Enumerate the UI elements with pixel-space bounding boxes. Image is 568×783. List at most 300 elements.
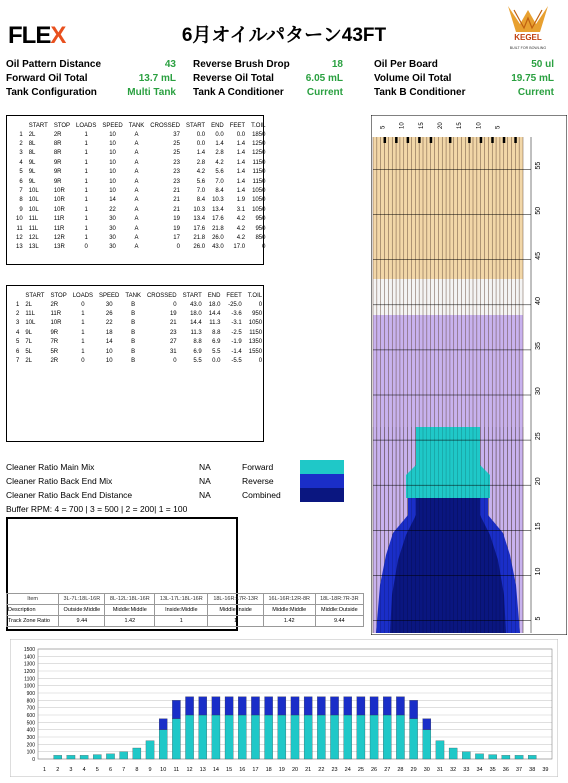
- zone-description-cell: Middle:Middle: [105, 605, 155, 616]
- bar-reverse: [251, 697, 259, 715]
- reverse-cell: 1: [16, 301, 20, 308]
- forward-row: [13, 243, 268, 252]
- reverse-cell: 10: [105, 348, 113, 355]
- forward-cell: 10: [109, 178, 116, 185]
- forward-cell: 21: [173, 188, 180, 195]
- zone-ratio-cell: 1: [155, 616, 208, 627]
- reverse-cell: 8.8: [193, 339, 202, 346]
- reverse-cell: -3.1: [231, 320, 242, 327]
- reverse-cell: 1: [81, 339, 85, 346]
- forward-cell: 8R: [53, 150, 62, 157]
- forward-cell: 12: [16, 234, 23, 241]
- forward-cell: 23: [173, 178, 180, 185]
- x-tick-label: 9: [148, 767, 152, 773]
- bar-forward: [54, 755, 62, 759]
- forward-cell: 10: [109, 141, 116, 148]
- forward-cell: 1: [84, 234, 88, 241]
- reverse-cell: 9L: [25, 329, 33, 336]
- y-tick-label: 600: [26, 713, 35, 719]
- reverse-cell: 0.0: [212, 358, 221, 365]
- reverse-cell: 21: [169, 320, 177, 327]
- reverse-row: [13, 338, 265, 347]
- reverse-oil-total-value: 6.05 mL: [305, 73, 343, 84]
- forward-cell: 9: [19, 206, 23, 213]
- forward-cell: 26.0: [193, 244, 206, 251]
- tank-b-conditioner-label: Tank B Conditioner: [374, 87, 466, 98]
- arrow-marker: [449, 137, 452, 143]
- zone-ratio-cell: 9.44: [59, 616, 105, 627]
- forward-cell: 5.6: [215, 169, 224, 176]
- forward-cell: A: [134, 141, 139, 148]
- forward-cell: A: [134, 216, 139, 223]
- reverse-cell: 26: [105, 311, 113, 318]
- reverse-cell: 6.9: [193, 348, 202, 355]
- tank-configuration-label: Tank Configuration: [6, 87, 97, 98]
- reverse-cell: 10R: [50, 320, 62, 327]
- y-tick-label: 200: [26, 742, 35, 749]
- reverse-cell: 7: [16, 358, 20, 365]
- forward-cell: 1250: [252, 150, 266, 157]
- reverse-cell: 10L: [25, 320, 36, 327]
- forward-cell: 10R: [53, 206, 65, 213]
- forward-cell: 3.1: [236, 206, 246, 213]
- reverse-header-cell: START: [182, 292, 202, 299]
- foot-label: 50: [535, 206, 542, 215]
- board-label: 15: [418, 122, 425, 129]
- bar-forward: [80, 755, 88, 759]
- bar-forward: [146, 741, 154, 759]
- tank-a-conditioner-value: Current: [306, 87, 343, 98]
- reverse-cell: 11L: [25, 311, 35, 318]
- board-label: 15: [457, 122, 464, 129]
- bar-forward: [185, 715, 193, 759]
- reverse-cell: 1: [81, 320, 85, 327]
- arrow-marker: [491, 137, 494, 143]
- forward-header-cell: START: [28, 122, 48, 129]
- forward-cell: 1: [84, 178, 88, 185]
- reverse-cell: 14.4: [190, 320, 202, 327]
- reverse-cell: 6: [16, 348, 20, 355]
- reverse-cell: 5.5: [193, 358, 202, 365]
- reverse-swatch: [300, 474, 344, 488]
- forward-row: [13, 139, 268, 148]
- reverse-cell: 3: [16, 320, 20, 327]
- y-tick-label: 1100: [24, 676, 35, 683]
- reverse-cell: 1050: [248, 320, 263, 327]
- reverse-brush-drop-label: Reverse Brush Drop: [193, 59, 290, 70]
- forward-cell: 1.4: [236, 150, 246, 157]
- forward-cell: 0.0: [196, 131, 206, 138]
- forward-header-cell: FEET: [229, 122, 246, 129]
- reverse-cell: 2L: [25, 358, 33, 365]
- y-tick-label: 500: [26, 720, 35, 727]
- reverse-header-cell: CROSSED: [146, 292, 177, 299]
- foot-label: 40: [535, 297, 542, 305]
- forward-cell: 12R: [53, 234, 65, 241]
- reverse-cell: 5: [16, 339, 20, 346]
- forward-cell: 5: [19, 169, 23, 176]
- forward-cell: 30: [109, 244, 116, 251]
- y-tick-label: 1200: [23, 669, 35, 675]
- bar-forward: [396, 715, 404, 759]
- forward-cell: 4.2: [236, 234, 246, 241]
- x-tick-label: 37: [515, 767, 523, 773]
- reverse-cell: B: [131, 311, 136, 318]
- zone-header-cell: 8L-12L:18L-16R: [105, 594, 155, 605]
- bar-reverse: [357, 697, 365, 715]
- forward-cell: 1250: [252, 141, 266, 148]
- board-label: 5: [380, 125, 387, 129]
- forward-cell: 10L: [28, 188, 39, 195]
- bar-forward: [370, 715, 378, 759]
- reverse-oil-total-label: Reverse Oil Total: [193, 73, 274, 84]
- bar-reverse: [317, 697, 325, 715]
- reverse-cell: 14.4: [208, 311, 221, 318]
- forward-cell: 8.4: [196, 197, 206, 204]
- tank-a-conditioner-label: Tank A Conditioner: [193, 87, 284, 98]
- reverse-row: [13, 309, 265, 318]
- reverse-cell: 950: [252, 311, 263, 318]
- x-tick-label: 35: [489, 767, 496, 773]
- bar-forward: [251, 715, 259, 759]
- foot-label: 35: [535, 342, 542, 350]
- reverse-cell: 2L: [25, 301, 33, 308]
- x-tick-label: 19: [278, 767, 285, 773]
- forward-cell: 1.9: [236, 197, 246, 204]
- reverse-header-cell: END: [207, 292, 221, 299]
- reverse-row: [13, 319, 265, 328]
- y-tick-label: 900: [26, 691, 35, 697]
- lane-wood-mid: [373, 279, 523, 315]
- bar-reverse: [396, 697, 404, 715]
- forward-header-cell: CROSSED: [150, 122, 180, 129]
- reverse-cell: 0: [173, 301, 177, 308]
- x-tick-label: 16: [239, 767, 246, 773]
- forward-cell: 17.0: [233, 244, 246, 251]
- forward-header-cell: [13, 121, 26, 130]
- forward-cell: 1150: [252, 169, 266, 176]
- forward-row: [13, 158, 268, 167]
- forward-row: [13, 149, 268, 158]
- reverse-cell: 14: [105, 339, 113, 346]
- y-tick-label: 300: [26, 735, 35, 741]
- zone-header-cell: Item: [7, 594, 59, 605]
- reverse-cell: 9R: [50, 329, 59, 336]
- x-tick-label: 32: [450, 767, 457, 773]
- bar-forward: [423, 730, 431, 759]
- forward-cell: 30: [109, 216, 116, 223]
- x-tick-label: 14: [212, 767, 219, 773]
- x-tick-label: 8: [135, 767, 139, 773]
- arrow-marker: [480, 137, 483, 143]
- bar-reverse: [265, 697, 273, 715]
- bar-reverse: [423, 719, 431, 730]
- volume-oil-total-value: 19.75 mL: [511, 73, 554, 84]
- x-tick-label: 2: [56, 767, 60, 773]
- forward-header-cell: STOP: [53, 122, 71, 129]
- y-tick-label: 1500: [23, 647, 35, 653]
- forward-cell: 1.4: [236, 178, 246, 185]
- forward-cell: 10: [109, 188, 116, 195]
- bar-reverse: [291, 697, 299, 715]
- forward-cell: 1.4: [196, 150, 206, 157]
- oil-pattern-distance-label: Oil Pattern Distance: [6, 59, 102, 70]
- forward-cell: 8R: [53, 141, 62, 148]
- reverse-header-cell: START: [25, 292, 45, 299]
- bar-forward: [462, 752, 470, 759]
- forward-cell: 21: [173, 206, 180, 213]
- forward-cell: 10.3: [193, 206, 206, 213]
- oil-bar-chart: [10, 639, 558, 777]
- forward-cell: 13L: [28, 244, 39, 251]
- zone-header-cell: 3L-7L:18L-16R: [59, 594, 105, 605]
- reverse-cell: -25.0: [228, 301, 242, 308]
- forward-cell: 0: [84, 244, 88, 251]
- forward-cell: 1: [84, 131, 88, 138]
- forward-cell: 21.8: [193, 234, 206, 241]
- forward-cell: 8L: [28, 150, 36, 157]
- reverse-header-cell: FEET: [226, 292, 242, 299]
- forward-cell: 23: [173, 169, 180, 176]
- forward-cell: 0: [176, 244, 180, 251]
- reverse-brush-drop-value: 18: [331, 59, 343, 70]
- reverse-cell: 8.8: [212, 329, 221, 336]
- bar-forward: [93, 755, 101, 759]
- x-tick-label: 3: [69, 767, 73, 773]
- forward-cell: 23: [173, 159, 180, 166]
- bar-forward: [383, 715, 391, 759]
- foot-label: 55: [535, 161, 542, 170]
- reverse-cell: 0: [258, 358, 263, 365]
- forward-cell: 10R: [53, 188, 65, 195]
- forward-cell: 0.0: [215, 131, 224, 138]
- x-tick-label: 34: [476, 767, 483, 773]
- arrow-marker: [395, 137, 398, 143]
- reverse-header-cell: [13, 291, 22, 300]
- reverse-row: [13, 347, 265, 356]
- reverse-row: [13, 328, 265, 337]
- y-tick-label: 1300: [23, 661, 35, 668]
- foot-label: 45: [535, 251, 542, 260]
- forward-cell: A: [134, 150, 139, 157]
- bar-forward: [212, 715, 220, 759]
- forward-cell: 1.4: [215, 141, 224, 148]
- reverse-cell: 0: [81, 358, 85, 365]
- forward-cell: 1050: [252, 188, 266, 195]
- reverse-cell: 43.0: [190, 301, 202, 308]
- x-tick-label: 5: [95, 767, 99, 773]
- arrow-marker: [468, 137, 471, 143]
- oil-pattern-distance-value: 43: [164, 59, 176, 70]
- arrow-marker: [514, 137, 517, 143]
- forward-row: [13, 196, 268, 205]
- svg-text:BUILT FOR BOWLING: BUILT FOR BOWLING: [509, 46, 547, 50]
- forward-cell: 1850: [252, 131, 266, 138]
- foot-label: 15: [535, 522, 542, 531]
- forward-cell: 13: [16, 244, 23, 251]
- reverse-row: [13, 300, 265, 309]
- zone-description-row: [7, 605, 364, 616]
- bar-forward: [475, 754, 483, 759]
- zone-description-cell: Middle:Inside: [208, 605, 263, 616]
- reverse-cell: 1350: [248, 339, 263, 346]
- forward-steps-table: [6, 115, 264, 265]
- oil-per-board-value: 50 ul: [531, 59, 554, 70]
- forward-cell: 12L: [28, 234, 39, 241]
- cleaner-row-backend-mix: Cleaner Ratio Back End Mix NA Reverse: [6, 476, 274, 486]
- cleaner-row-main: Cleaner Ratio Main Mix NA Forward: [6, 462, 274, 472]
- forward-cell: A: [134, 178, 139, 185]
- bar-reverse: [370, 697, 378, 715]
- arrow-marker: [503, 137, 506, 143]
- bar-reverse: [330, 697, 338, 715]
- forward-cell: 1150: [252, 159, 266, 166]
- reverse-cell: 2R: [50, 301, 59, 308]
- x-tick-label: 27: [384, 767, 391, 773]
- x-tick-label: 38: [529, 767, 536, 773]
- bar-reverse: [225, 697, 233, 715]
- board-label: 10: [476, 122, 483, 129]
- bar-reverse: [410, 700, 418, 718]
- zone-description-label: Description: [7, 605, 59, 616]
- forward-cell: 19: [173, 225, 180, 232]
- arrow-marker: [384, 137, 387, 143]
- oil-forward-region: [416, 427, 480, 498]
- forward-cell: 11L: [28, 225, 39, 232]
- reverse-cell: 6.9: [212, 339, 221, 346]
- bar-forward: [106, 754, 114, 759]
- forward-cell: 1: [84, 169, 88, 176]
- forward-row: [13, 205, 268, 214]
- reverse-cell: 18.0: [190, 311, 202, 318]
- bar-reverse: [212, 697, 220, 715]
- reverse-cell: B: [131, 320, 136, 327]
- zone-ratio-row: [7, 616, 364, 627]
- forward-cell: 13.4: [212, 206, 224, 213]
- forward-cell: 10: [16, 216, 23, 223]
- bar-forward: [449, 748, 457, 759]
- svg-text:KEGEL: KEGEL: [514, 33, 542, 42]
- forward-cell: A: [134, 244, 139, 251]
- bar-forward: [317, 715, 325, 759]
- forward-cell: 850: [255, 234, 266, 241]
- forward-cell: 2L: [28, 131, 36, 138]
- bar-forward: [330, 715, 338, 759]
- x-tick-label: 39: [542, 767, 549, 773]
- x-tick-label: 13: [199, 767, 206, 773]
- reverse-cell: 1: [81, 311, 85, 318]
- forward-cell: A: [134, 131, 139, 138]
- forward-cell: 21.8: [212, 225, 224, 232]
- x-tick-label: 23: [331, 767, 338, 773]
- bar-reverse: [344, 697, 352, 715]
- forward-header-cell: LOADS: [76, 122, 97, 129]
- forward-cell: 17: [173, 234, 180, 241]
- forward-cell: 1: [84, 159, 88, 166]
- reverse-cell: 11R: [50, 311, 62, 318]
- bar-forward: [410, 719, 418, 759]
- bar-reverse: [238, 697, 246, 715]
- forward-cell: A: [134, 206, 139, 213]
- forward-cell: 9R: [53, 169, 62, 176]
- forward-cell: 10: [109, 150, 116, 157]
- forward-cell: 10: [109, 169, 116, 176]
- y-tick-label: 1400: [23, 654, 35, 661]
- zone-ratio-cell: 9.44: [315, 616, 363, 627]
- zone-ratio-cell: 1.42: [263, 616, 315, 627]
- forward-row: [13, 177, 268, 186]
- forward-cell: 1: [84, 206, 88, 213]
- bar-reverse: [185, 697, 193, 715]
- reverse-cell: 31: [169, 348, 177, 355]
- x-tick-label: 21: [305, 767, 312, 773]
- forward-cell: A: [134, 188, 139, 195]
- arrow-marker: [430, 137, 433, 143]
- zone-ratio-cell: 1.42: [105, 616, 155, 627]
- bar-reverse: [278, 697, 286, 715]
- forward-cell: 10.3: [212, 197, 224, 204]
- forward-cell: 0.0: [236, 131, 246, 138]
- bar-forward: [120, 752, 128, 759]
- forward-oil-total-label: Forward Oil Total: [6, 73, 88, 84]
- forward-cell: 19: [173, 216, 180, 223]
- forward-header-cell: TANK: [128, 122, 145, 129]
- zone-header-cell: 13L-17L:18L-16R: [155, 594, 208, 605]
- buffer-rpm: Buffer RPM: 4 = 700 | 3 = 500 | 2 = 200| 1 = 100: [6, 504, 188, 514]
- forward-cell: 2: [19, 141, 23, 148]
- reverse-cell: 10: [105, 358, 113, 365]
- forward-cell: 9L: [28, 178, 36, 185]
- reverse-cell: -3.6: [231, 311, 242, 318]
- reverse-cell: 1150: [249, 329, 263, 336]
- combined-swatch: [300, 488, 344, 502]
- reverse-cell: 5R: [50, 348, 59, 355]
- forward-cell: 1.4: [236, 188, 246, 195]
- bar-forward: [291, 715, 299, 759]
- reverse-header-cell: STOP: [50, 292, 67, 299]
- forward-oil-total-value: 13.7 mL: [138, 73, 176, 84]
- forward-cell: 9R: [53, 159, 62, 166]
- x-tick-label: 4: [82, 767, 86, 773]
- page-title: 6月オイルパターン43FT: [181, 25, 387, 46]
- reverse-cell: 18.0: [208, 301, 221, 308]
- x-tick-label: 20: [291, 767, 299, 773]
- forward-cell: 1050: [252, 206, 266, 213]
- tank-configuration-value: Multi Tank: [127, 87, 176, 98]
- forward-header-cell: START: [185, 122, 206, 129]
- forward-cell: 1: [84, 188, 88, 195]
- forward-cell: 1: [84, 150, 88, 157]
- reverse-table-header: [13, 291, 265, 300]
- forward-cell: A: [134, 197, 139, 204]
- reverse-cell: 1: [81, 348, 85, 355]
- bar-reverse: [172, 700, 180, 718]
- bar-forward: [199, 715, 207, 759]
- reverse-cell: 27: [169, 339, 177, 346]
- reverse-cell: -1.9: [231, 339, 242, 346]
- reverse-cell: -5.5: [231, 358, 242, 365]
- forward-cell: 6: [19, 178, 23, 185]
- reverse-cell: B: [131, 339, 136, 346]
- reverse-cell: 11.3: [209, 320, 221, 327]
- x-tick-label: 24: [344, 767, 351, 773]
- zone-description-cell: Middle:Outside: [315, 605, 363, 616]
- forward-cell: 0: [262, 244, 266, 251]
- forward-cell: A: [134, 169, 139, 176]
- lane-wood-front: [373, 137, 523, 279]
- forward-cell: 1: [84, 225, 88, 232]
- x-tick-label: 7: [122, 767, 126, 773]
